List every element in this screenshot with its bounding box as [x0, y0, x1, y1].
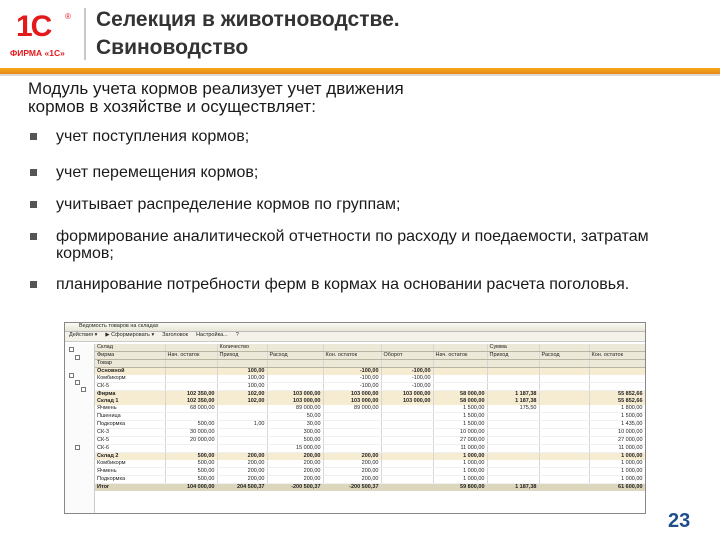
table-cell: 1 500,00 — [433, 405, 487, 413]
table-cell: 30 000,00 — [165, 429, 217, 437]
table-cell: СК-3 — [95, 429, 165, 437]
table-cell — [381, 405, 433, 413]
column-header[interactable] — [267, 344, 323, 352]
page-title — [96, 6, 400, 62]
table-cell: 103 000,00 — [381, 391, 433, 399]
table-cell — [217, 429, 267, 437]
column-header[interactable] — [165, 344, 217, 352]
table-cell: 103 000,00 — [323, 398, 381, 405]
table-cell — [539, 429, 589, 437]
column-header[interactable] — [165, 360, 217, 368]
table-cell: 102 350,00 — [165, 391, 217, 399]
table-cell: 1 800,00 — [589, 405, 645, 413]
table-cell: 55 852,66 — [589, 391, 645, 399]
table-cell: 55 852,66 — [589, 398, 645, 405]
table-cell — [381, 476, 433, 484]
toolbar-help-button[interactable]: ? — [235, 332, 239, 338]
table-cell: 68 000,00 — [165, 405, 217, 413]
column-header[interactable]: Фирма — [95, 352, 165, 360]
table-cell: 1 187,38 — [487, 391, 539, 399]
table-cell — [381, 453, 433, 461]
table-cell: -200 500,37 — [323, 484, 381, 492]
table-cell — [487, 468, 539, 476]
column-header[interactable]: Кон. остаток — [323, 352, 381, 360]
grouping-tree — [65, 344, 95, 514]
logo-firm-name: ФИРМА «1С» — [10, 48, 65, 58]
table-cell — [165, 445, 217, 453]
table-cell: 1 500,00 — [589, 413, 645, 421]
table-cell: 200,00 — [217, 468, 267, 476]
table-cell — [267, 375, 323, 383]
table-cell — [165, 368, 217, 376]
toolbar-settings-button[interactable]: Настройка... — [196, 332, 228, 338]
table-cell — [589, 368, 645, 376]
column-header[interactable] — [267, 360, 323, 368]
table-cell: 1 000,00 — [433, 476, 487, 484]
table-cell — [487, 476, 539, 484]
table-cell: 1,00 — [217, 421, 267, 429]
table-cell — [323, 421, 381, 429]
table-cell: 15 000,00 — [267, 445, 323, 453]
table-cell — [487, 413, 539, 421]
table-cell: 103 000,00 — [381, 398, 433, 405]
table-cell: 200,00 — [217, 460, 267, 468]
table-cell: 1 000,00 — [589, 476, 645, 484]
report-window-title: Ведомость товаров на складах — [65, 323, 645, 332]
column-header[interactable]: Приход — [217, 352, 267, 360]
column-header[interactable]: Нач. остаток — [165, 352, 217, 360]
table-row[interactable] — [95, 421, 645, 429]
table-cell: 102,00 — [217, 391, 267, 399]
table-cell — [381, 437, 433, 445]
table-cell: Комбикорм — [95, 375, 165, 383]
table-cell: 11 000,00 — [589, 445, 645, 453]
header-rule-shadow — [0, 74, 720, 76]
table-cell: 89 000,00 — [323, 405, 381, 413]
table-cell — [539, 421, 589, 429]
table-cell — [539, 413, 589, 421]
table-cell — [381, 484, 433, 492]
table-cell: Фирма — [95, 391, 165, 399]
table-cell — [381, 429, 433, 437]
table-cell — [217, 437, 267, 445]
toolbar-actions-menu[interactable]: Действия ▾ — [69, 332, 98, 338]
table-cell: 102 350,00 — [165, 398, 217, 405]
report-screenshot — [64, 322, 646, 514]
table-cell: Подкормка — [95, 421, 165, 429]
table-row[interactable] — [95, 383, 645, 391]
column-header[interactable] — [217, 360, 267, 368]
table-cell: Склад 1 — [95, 398, 165, 405]
table-cell: 103 000,00 — [267, 398, 323, 405]
logo-registered: ® — [65, 12, 71, 21]
table-cell: 200,00 — [267, 453, 323, 461]
table-cell: 175,50 — [487, 405, 539, 413]
table-cell: СК-5 — [95, 383, 165, 391]
column-header[interactable]: Оборот — [381, 352, 433, 360]
table-cell: 500,00 — [165, 476, 217, 484]
intro-line-1: Модуль учета кормов реализует учет движения — [28, 79, 404, 98]
table-cell: 1 000,00 — [589, 453, 645, 461]
table-cell — [539, 405, 589, 413]
bullet-icon — [30, 133, 37, 140]
column-header[interactable]: Сумма — [487, 344, 539, 352]
table-cell: 27 000,00 — [589, 437, 645, 445]
table-cell — [433, 375, 487, 383]
bullet-icon — [30, 201, 37, 208]
table-cell — [539, 484, 589, 492]
table-cell — [539, 453, 589, 461]
table-cell: 200,00 — [267, 468, 323, 476]
table-cell: 300,00 — [267, 429, 323, 437]
table-cell: 100,00 — [217, 383, 267, 391]
bullet-icon — [30, 281, 37, 288]
table-cell: -100,00 — [381, 368, 433, 376]
table-cell: 1 500,00 — [433, 421, 487, 429]
bullet-icon — [30, 233, 37, 240]
toolbar-header-button[interactable]: Заголовок — [162, 332, 189, 338]
table-row[interactable] — [95, 468, 645, 476]
group-row[interactable] — [95, 398, 645, 405]
table-row[interactable] — [95, 476, 645, 484]
table-cell: Склад 2 — [95, 453, 165, 461]
group-row[interactable] — [95, 391, 645, 399]
table-header-row — [95, 344, 645, 352]
table-cell: СК-6 — [95, 445, 165, 453]
table-cell: 58 000,00 — [433, 398, 487, 405]
table-cell: -200 500,37 — [267, 484, 323, 492]
table-cell: 500,00 — [165, 468, 217, 476]
table-cell: 1 000,00 — [433, 460, 487, 468]
table-cell: 500,00 — [165, 460, 217, 468]
table-cell — [539, 445, 589, 453]
table-cell: Основной — [95, 368, 165, 376]
table-cell: 104 000,00 — [165, 484, 217, 492]
table-cell — [589, 375, 645, 383]
table-cell — [381, 468, 433, 476]
collapse-icon[interactable] — [69, 347, 74, 352]
table-header-row — [95, 360, 645, 368]
group-row[interactable] — [95, 453, 645, 461]
table-cell: 11 000,00 — [433, 445, 487, 453]
column-header[interactable] — [487, 360, 539, 368]
column-header[interactable] — [589, 344, 645, 352]
table-row[interactable] — [95, 413, 645, 421]
table-row[interactable] — [95, 445, 645, 453]
table-cell — [539, 375, 589, 383]
table-cell: Пшеница — [95, 413, 165, 421]
table-cell — [323, 413, 381, 421]
table-cell — [165, 375, 217, 383]
title-divider — [84, 8, 86, 60]
table-cell — [539, 368, 589, 376]
collapse-icon[interactable] — [75, 380, 80, 385]
total-row[interactable] — [95, 484, 645, 492]
bullet-icon — [30, 169, 37, 176]
table-cell — [487, 421, 539, 429]
table-cell: 1 187,38 — [487, 398, 539, 405]
table-cell: -100,00 — [323, 375, 381, 383]
column-header[interactable]: Количество — [217, 344, 267, 352]
table-cell: 100,00 — [217, 375, 267, 383]
intro-line-2: кормов в хозяйстве и осуществляет: — [28, 97, 316, 116]
report-toolbar — [65, 332, 645, 342]
column-header[interactable] — [323, 344, 381, 352]
report-table — [95, 344, 645, 491]
column-header[interactable]: Приход — [487, 352, 539, 360]
table-cell: 20 000,00 — [165, 437, 217, 445]
table-row[interactable] — [95, 437, 645, 445]
column-header[interactable] — [589, 360, 645, 368]
table-cell: 100,00 — [217, 368, 267, 376]
table-cell: -100,00 — [323, 368, 381, 376]
table-cell: 500,00 — [165, 453, 217, 461]
table-cell: -100,00 — [381, 375, 433, 383]
column-header[interactable] — [433, 344, 487, 352]
table-cell — [539, 468, 589, 476]
table-cell: 61 600,00 — [589, 484, 645, 492]
table-cell: 500,00 — [165, 421, 217, 429]
table-cell — [487, 453, 539, 461]
table-cell — [539, 476, 589, 484]
column-header[interactable]: Расход — [267, 352, 323, 360]
table-cell — [381, 445, 433, 453]
table-cell: СК-5 — [95, 437, 165, 445]
collapse-icon[interactable] — [75, 445, 80, 450]
table-cell: 1 500,00 — [433, 413, 487, 421]
table-cell: 27 000,00 — [433, 437, 487, 445]
table-cell: 1 000,00 — [589, 460, 645, 468]
table-cell: 500,00 — [267, 437, 323, 445]
table-row[interactable] — [95, 429, 645, 437]
title-line-1: Селекция в животноводстве. — [96, 8, 400, 31]
column-header[interactable] — [539, 360, 589, 368]
column-header[interactable] — [539, 344, 589, 352]
table-cell: 200,00 — [217, 453, 267, 461]
table-row[interactable] — [95, 375, 645, 383]
table-cell — [267, 368, 323, 376]
table-header-row — [95, 352, 645, 360]
table-cell: 89 000,00 — [267, 405, 323, 413]
table-cell: Подкормка — [95, 476, 165, 484]
column-header[interactable] — [323, 360, 381, 368]
table-cell: Ячмень — [95, 468, 165, 476]
page-number: 23 — [668, 510, 691, 532]
table-cell — [323, 437, 381, 445]
table-cell — [381, 421, 433, 429]
column-header[interactable] — [381, 360, 433, 368]
table-cell: -100,00 — [323, 383, 381, 391]
table-cell — [539, 460, 589, 468]
table-cell: 1 000,00 — [433, 453, 487, 461]
table-cell — [487, 445, 539, 453]
table-cell: 103 000,00 — [323, 391, 381, 399]
table-cell — [539, 437, 589, 445]
table-cell: 58 000,00 — [433, 391, 487, 399]
table-cell — [217, 445, 267, 453]
table-cell — [539, 398, 589, 405]
intro-text — [28, 80, 588, 116]
table-cell — [487, 383, 539, 391]
table-cell — [487, 437, 539, 445]
table-cell: 1 000,00 — [433, 468, 487, 476]
table-cell: 200,00 — [323, 453, 381, 461]
table-cell — [487, 368, 539, 376]
table-row[interactable] — [95, 460, 645, 468]
table-cell: 59 800,00 — [433, 484, 487, 492]
table-cell — [323, 445, 381, 453]
table-row[interactable] — [95, 405, 645, 413]
column-header[interactable]: Нач. остаток — [433, 352, 487, 360]
table-cell: 200,00 — [267, 460, 323, 468]
table-cell — [539, 391, 589, 399]
table-cell: 10 000,00 — [433, 429, 487, 437]
column-header[interactable] — [433, 360, 487, 368]
table-cell: 50,00 — [267, 413, 323, 421]
table-cell: 200,00 — [323, 476, 381, 484]
table-cell — [323, 429, 381, 437]
column-header[interactable] — [381, 344, 433, 352]
table-cell: 200,00 — [217, 476, 267, 484]
table-cell — [165, 413, 217, 421]
table-cell — [589, 383, 645, 391]
table-cell: 1 435,00 — [589, 421, 645, 429]
table-cell: 30,00 — [267, 421, 323, 429]
table-cell — [165, 383, 217, 391]
table-cell: 204 500,37 — [217, 484, 267, 492]
toolbar-generate-button[interactable]: ▶ Сформировать ▾ — [105, 332, 155, 338]
table-cell: -100,00 — [381, 383, 433, 391]
table-cell — [539, 383, 589, 391]
table-cell — [381, 413, 433, 421]
column-header[interactable]: Склад — [95, 344, 165, 352]
table-cell: Итог — [95, 484, 165, 492]
collapse-icon[interactable] — [69, 373, 74, 378]
table-cell — [381, 460, 433, 468]
logo-1c — [10, 10, 80, 60]
collapse-icon[interactable] — [81, 387, 86, 392]
table-cell: Ячмень — [95, 405, 165, 413]
table-cell: 1 000,00 — [589, 468, 645, 476]
logo-mark: 1С — [16, 10, 51, 43]
table-cell: Комбикорм — [95, 460, 165, 468]
table-cell — [433, 368, 487, 376]
title-line-2: Свиноводство — [96, 36, 249, 59]
table-cell — [433, 383, 487, 391]
table-cell: 200,00 — [323, 460, 381, 468]
group-row[interactable] — [95, 368, 645, 376]
table-cell: 10 000,00 — [589, 429, 645, 437]
table-cell — [487, 460, 539, 468]
table-cell — [267, 383, 323, 391]
table-cell: 200,00 — [323, 468, 381, 476]
table-cell: 103 000,00 — [267, 391, 323, 399]
column-header[interactable]: Товар — [95, 360, 165, 368]
table-cell — [487, 429, 539, 437]
table-cell — [217, 413, 267, 421]
table-cell: 102,00 — [217, 398, 267, 405]
table-cell: 200,00 — [267, 476, 323, 484]
collapse-icon[interactable] — [75, 355, 80, 360]
column-header[interactable]: Расход — [539, 352, 589, 360]
table-cell: 1 187,38 — [487, 484, 539, 492]
table-cell — [487, 375, 539, 383]
column-header[interactable]: Кон. остаток — [589, 352, 645, 360]
table-cell — [217, 405, 267, 413]
